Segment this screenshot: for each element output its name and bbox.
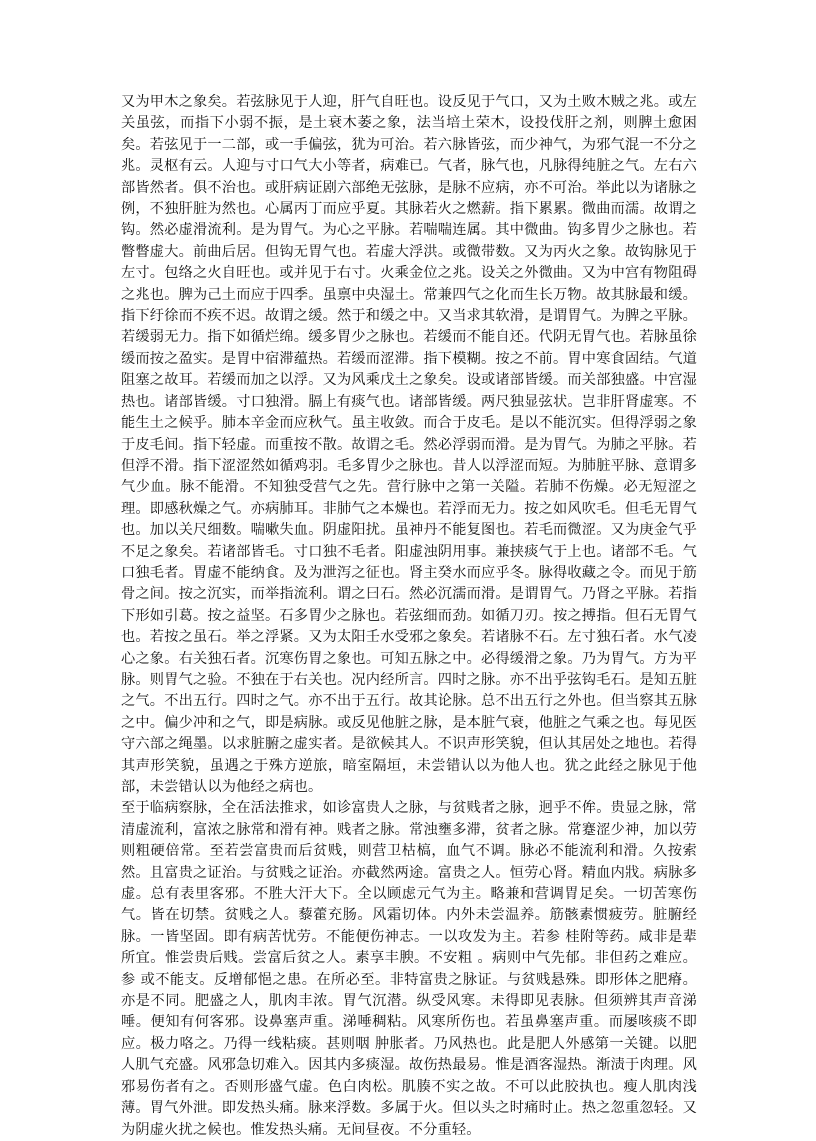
paragraph: 至于临病察脉，全在活法推求，如诊富贵人之脉，与贫贱者之脉，迥乎不侔。贵显之脉，常清虚流利，富浓之脉常和滑有神。贱者之脉。常浊壅多滞，贫者之脉。常蹇涩少神，加以劳 则粗硬倍常。至若尝富贵而后贫贱，则营卫枯槁，血气不调。脉必不能流利和滑。久按索然。且富贵之证治。与贫贱之证治。亦截然两途。富贵之人。恒劳心肾。精血内戕。病脉多虚。总有表里客邪。不胜大汗大下。全以顾虑元气为主。略兼和营调胃足矣。一切苦寒伤气。皆在切禁。贫贱之人。藜藿充肠。风霜切体。内外未尝温养。筋骸素惯疲劳。脏腑经脉。一皆坚固。即有病苦忧劳。不能便伤神志。一以攻发为主。若参 桂附等药。咸非是辈所宜。惟尝贵后贱。尝富后贫之人。素享丰腴。不安粗 。病则中气先郁。非但药之难应。参 或不能支。反增郁悒之患。在所必至。非特富贵之脉证。与贫贱悬殊。即形体之肥瘠。亦是不同。肥盛之人，肌肉丰浓。胃气沉潜。纵受风寒。未得即见表脉。但须辨其声音涕唾。便知有何客邪。设鼻塞声重。涕唾稠粘。风寒所伤也。若虽鼻塞声重。而屡咳痰不即应。极力咯之。乃得一线粘痰。甚则咽 肿胀者。乃风热也。此是肥人外感第一关键。以肥人肌气充盛。风邪急切难入。因其内多痰湿。故伤热最易。惟是酒客湿热。渐渍于肉理。风邪易伤者有之。否则形盛气虚。色白肉松。肌腠不实之故。不可以此胶执也。瘦人肌肉浅薄。胃气外泄。即发热头痛。脉来浮数。多属于火。但以头之时痛时止。热之忽重忽轻。又为阴虚火扰之候也。惟发热头痛。无间昼夜。不分重轻。 [121,800,697,1138]
document-page [121,92,697,1141]
paragraph: 又为甲木之象矣。若弦脉见于人迎，肝气自旺也。设反见于气口，又为土败木贼之兆。或左关虽弦，而指下小弱不振，是土衰木萎之象，法当培土荣木，设投伐肝之剂，则脾土愈困矣。若弦见于一二部，或一手偏弦，犹为可治。若六脉皆弦，而少神气，为邪气混一不分之兆。灵枢有云。人迎与寸口气大小等者，病难已。气者，脉气也，凡脉得纯脏之气。左右六部皆然者。俱不治也。或肝病证剧六部绝无弦脉，是脉不应病，亦不可治。举此以为诸脉之例，不独肝脏为然也。心属丙丁而应乎夏。其脉若火之燃薪。指下累累。微曲而濡。故谓之钩。然必虚滑流利。是为胃气。为心之平脉。若喘喘连属。其中微曲。钩多胃少之脉也。若瞥瞥虚大。前曲后居。但钩无胃气也。若虚大浮洪。或微带数。又为丙火之象。故钩脉见于左寸。包络之火自旺也。或并见于右寸。火乘金位之兆。设关之外微曲。又为中宫有物阻碍之兆也。脾为己土而应于四季。虽禀中央湿土。常兼四气之化而生长万物。故其脉最和缓。指下纡徐而不疾不迟。故谓之缓。然于和缓之中。又当求其软滑，是谓胃气。为脾之平脉。若缓弱无力。指下如循烂绵。缓多胃少之脉也。若缓而不能自还。代阴无胃气也。若脉虽徐缓而按之盈实。是胃中宿滞蕴热。若缓而涩滞。指下模糊。按之不前。胃中寒食固结。气道阻塞之故耳。若缓而加之以浮。又为风乘戊土之象矣。设或诸部皆缓。而关部独盛。中宫湿热也。诸部皆缓。寸口独滑。膈上有痰气也。诸部皆缓。两尺独显弦状。岂非肝肾虚寒。不能生土之候乎。肺本辛金而应秋气。虽主收敛。而合于皮毛。是以不能沉实。但得浮弱之象于皮毛间。指下轻虚。而重按不散。故谓之毛。然必浮弱而滑。是为胃气。为肺之平脉。若但浮不滑。指下涩涩然如循鸡羽。毛多胃少之脉也。昔人以浮涩而短。为肺脏平脉、意谓多气少血。脉不能滑。不知独受营气之先。营行脉中之第一关隘。若肺不伤燥。必无短涩之理。即感秋燥之气。亦病肺耳。非肺气之本燥也。若浮而无力。按之如风吹毛。但毛无胃气也。加以关尺细数。喘嗽失血。阴虚阳扰。虽神丹不能复图也。若毛而微涩。又为庚金气乎不足之象矣。若诸部皆毛。寸口独不毛者。阳虚浊阴用事。兼挟痰气于上也。诸部不毛。气口独毛者。胃虚不能纳食。及为泄泻之征也。肾主癸水而应乎冬。脉得收藏之令。而见于筋骨之间。按之沉实，而举指流利。谓之曰石。然必沉濡而滑。是谓胃气。乃肾之平脉。若指下形如引葛。按之益坚。石多胃少之脉也。若弦细而劲。如循刀刃。按之搏指。但石无胃气也。若按之虽石。举之浮紧。又为太阳壬水受邪之象矣。若诸脉不石。左寸独石者。水气凌心之象。右关独石者。沉寒伤胃之象也。可知五脉之中。必得缓滑之象。乃为胃气。方为平脉。则胃气之验。不独在于右关也。况内经所言。四时之脉。亦不出乎弦钩毛石。是知五脏之气。不出五行。四时之气。亦不出于五行。故其论脉。总不出五行之外也。但当察其五脉之中。偏少冲和之气，即是病脉。或反见他脏之脉，是本脏气衰，他脏之气乘之也。每见医守六部之绳墨。以求脏腑之虚实者。是欲候其人。不识声形笑貌，但认其居处之地也。若得其声形笑貌，虽遇之于殊方逆旅，暗室隔垣，未尝错认以为他人也。犹之此经之脉见于他部，未尝错认以为他经之病也。 [121,94,697,795]
